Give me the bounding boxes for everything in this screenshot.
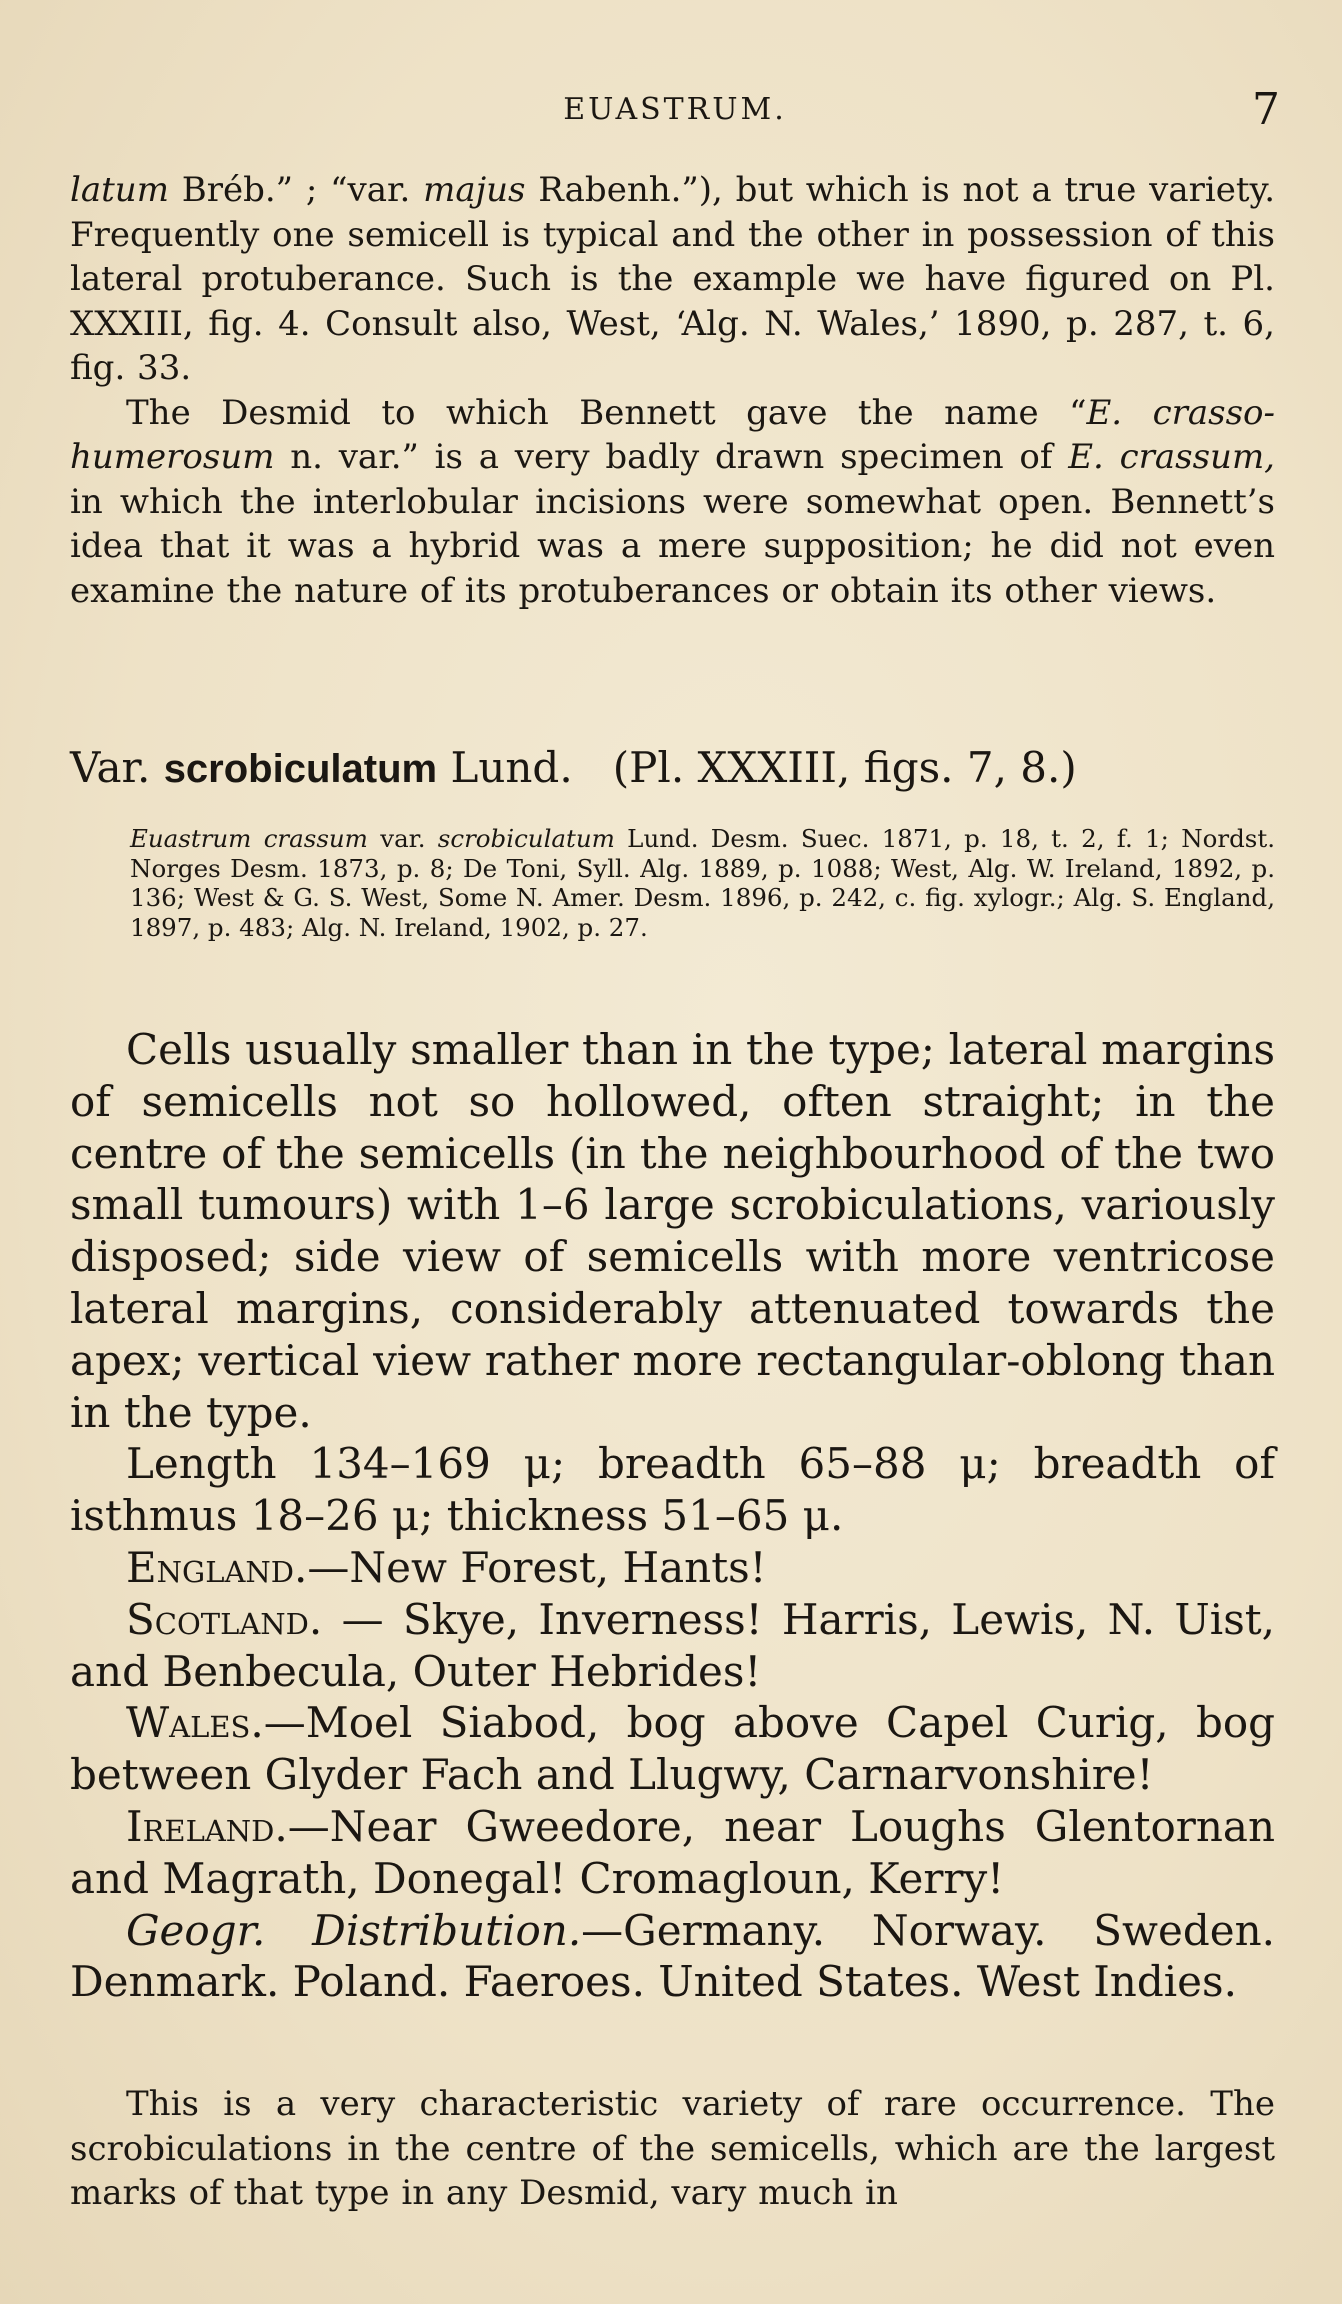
region-label: Ireland. <box>126 1801 288 1851</box>
distribution-text: —Germany. Norway. Sweden. Denmark. Poland. Faeroes. United States. West Indies. <box>70 1905 1275 2007</box>
distribution-label: Geogr. Distribution. <box>126 1905 582 1955</box>
closing-section <box>70 2082 1275 2216</box>
plate-reference: (Pl. XXXIII, figs. 7, 8.) <box>612 743 1077 792</box>
species-name: E. crassum, <box>1068 437 1275 477</box>
locality-text: — Skye, Inverness! Harris, Lewis, N. Uist, and Benbecula, Outer Hebrides! <box>70 1594 1275 1696</box>
locality-england <box>70 1542 1275 1594</box>
locality-ireland <box>70 1801 1275 1905</box>
locality-scotland <box>70 1594 1275 1698</box>
region-label: England. <box>126 1542 308 1592</box>
intro-section <box>70 168 1275 613</box>
text-run: var. <box>367 824 438 853</box>
description-section <box>70 1024 1275 2008</box>
text-run: The Desmid to which Bennett gave the name “ <box>126 392 1087 433</box>
closing-paragraph: This is a very characteristic variety of rare occurrence. The scrobiculations in the centre of the semicells, which are the largest marks of that type in any Desmid, vary much in <box>70 2084 1275 2213</box>
text-run: in which the interlobular incisions were somewhat open. Bennett’s idea that it was a hybrid was a mere supposition; he did not even examine the nature of its protuberances or obtain its other views. <box>70 481 1275 611</box>
species-name: E. crasso-humerosum <box>70 392 1275 477</box>
synonymy-references <box>70 824 1275 942</box>
intro-paragraph-1 <box>70 168 1275 391</box>
taxon-name: Euastrum crassum <box>130 824 368 853</box>
variety-prefix: Var. <box>70 743 164 792</box>
reference-list: Lund. Desm. Suec. 1871, p. 18, t. 2, f. 1; Nordst. Norges Desm. 1873, p. 8; De Toni, Syll. Alg. 1889, p. 1088; West, Alg. W. Ireland, 1892, p. 136; West & G. S. West, Some N. Amer. Desm. 1896, p. 242, c. fig. xylogr.; Alg. S. England, 1897, p. 483; Alg. N. Ireland, 1902, p. 27. <box>130 824 1276 942</box>
text-run: n. var.” is a very badly drawn specimen of <box>274 437 1069 477</box>
intro-paragraph-2 <box>70 391 1275 614</box>
description-paragraph: Cells usually smaller than in the type; lateral margins of semicells not so hollowed, often straight; in the centre of the semicells (in the neighbourhood of the two small tumours) with 1–6 large scrobiculations, variously disposed; side view of semicells with more ventricose lateral margins, considerably attenuated towards the apex; vertical view rather more rectangular-oblong than in the type. <box>70 1025 1275 1437</box>
italic-term: majus <box>423 170 526 210</box>
region-label: Scotland. <box>126 1594 323 1644</box>
region-label: Wales. <box>126 1698 264 1748</box>
text-run: Bréb.” ; “var. <box>168 170 424 210</box>
locality-text: —Near Gweedore, near Loughs Glentornan and Magrath, Donegal! Cromagloun, Kerry! <box>70 1801 1275 1903</box>
locality-text: —Moel Siabod, bog above Capel Curig, bog between Glyder Fach and Llugwy, Carnarvonshire! <box>70 1698 1275 1800</box>
locality-wales <box>70 1697 1275 1801</box>
variety-author: Lund. <box>437 743 573 792</box>
running-title: EUASTRUM. <box>563 92 787 127</box>
variety-name-italic: scrobiculatum <box>437 824 615 853</box>
text-run: Rabenh.”), but which is not a true variety. Frequently one semicell is typical and the other in possession of this lateral protuberance. Such is the example we have figured on Pl. XXXIII, fig. 4. Consult also, West, ‘Alg. N. Wales,’ 1890, p. 287, t. 6, fig. 33. <box>70 170 1275 388</box>
variety-name: scrobiculatum <box>163 747 438 791</box>
page-number: 7 <box>1252 84 1280 135</box>
locality-text: —New Forest, Hants! <box>307 1542 767 1592</box>
italic-term: latum <box>70 170 169 210</box>
page-header <box>70 84 1280 136</box>
geographic-distribution <box>70 1905 1275 2009</box>
variety-heading <box>70 740 1275 797</box>
measurements: Length 134–169 μ; breadth 65–88 μ; breadth of isthmus 18–26 μ; thickness 51–65 μ. <box>70 1439 1275 1541</box>
